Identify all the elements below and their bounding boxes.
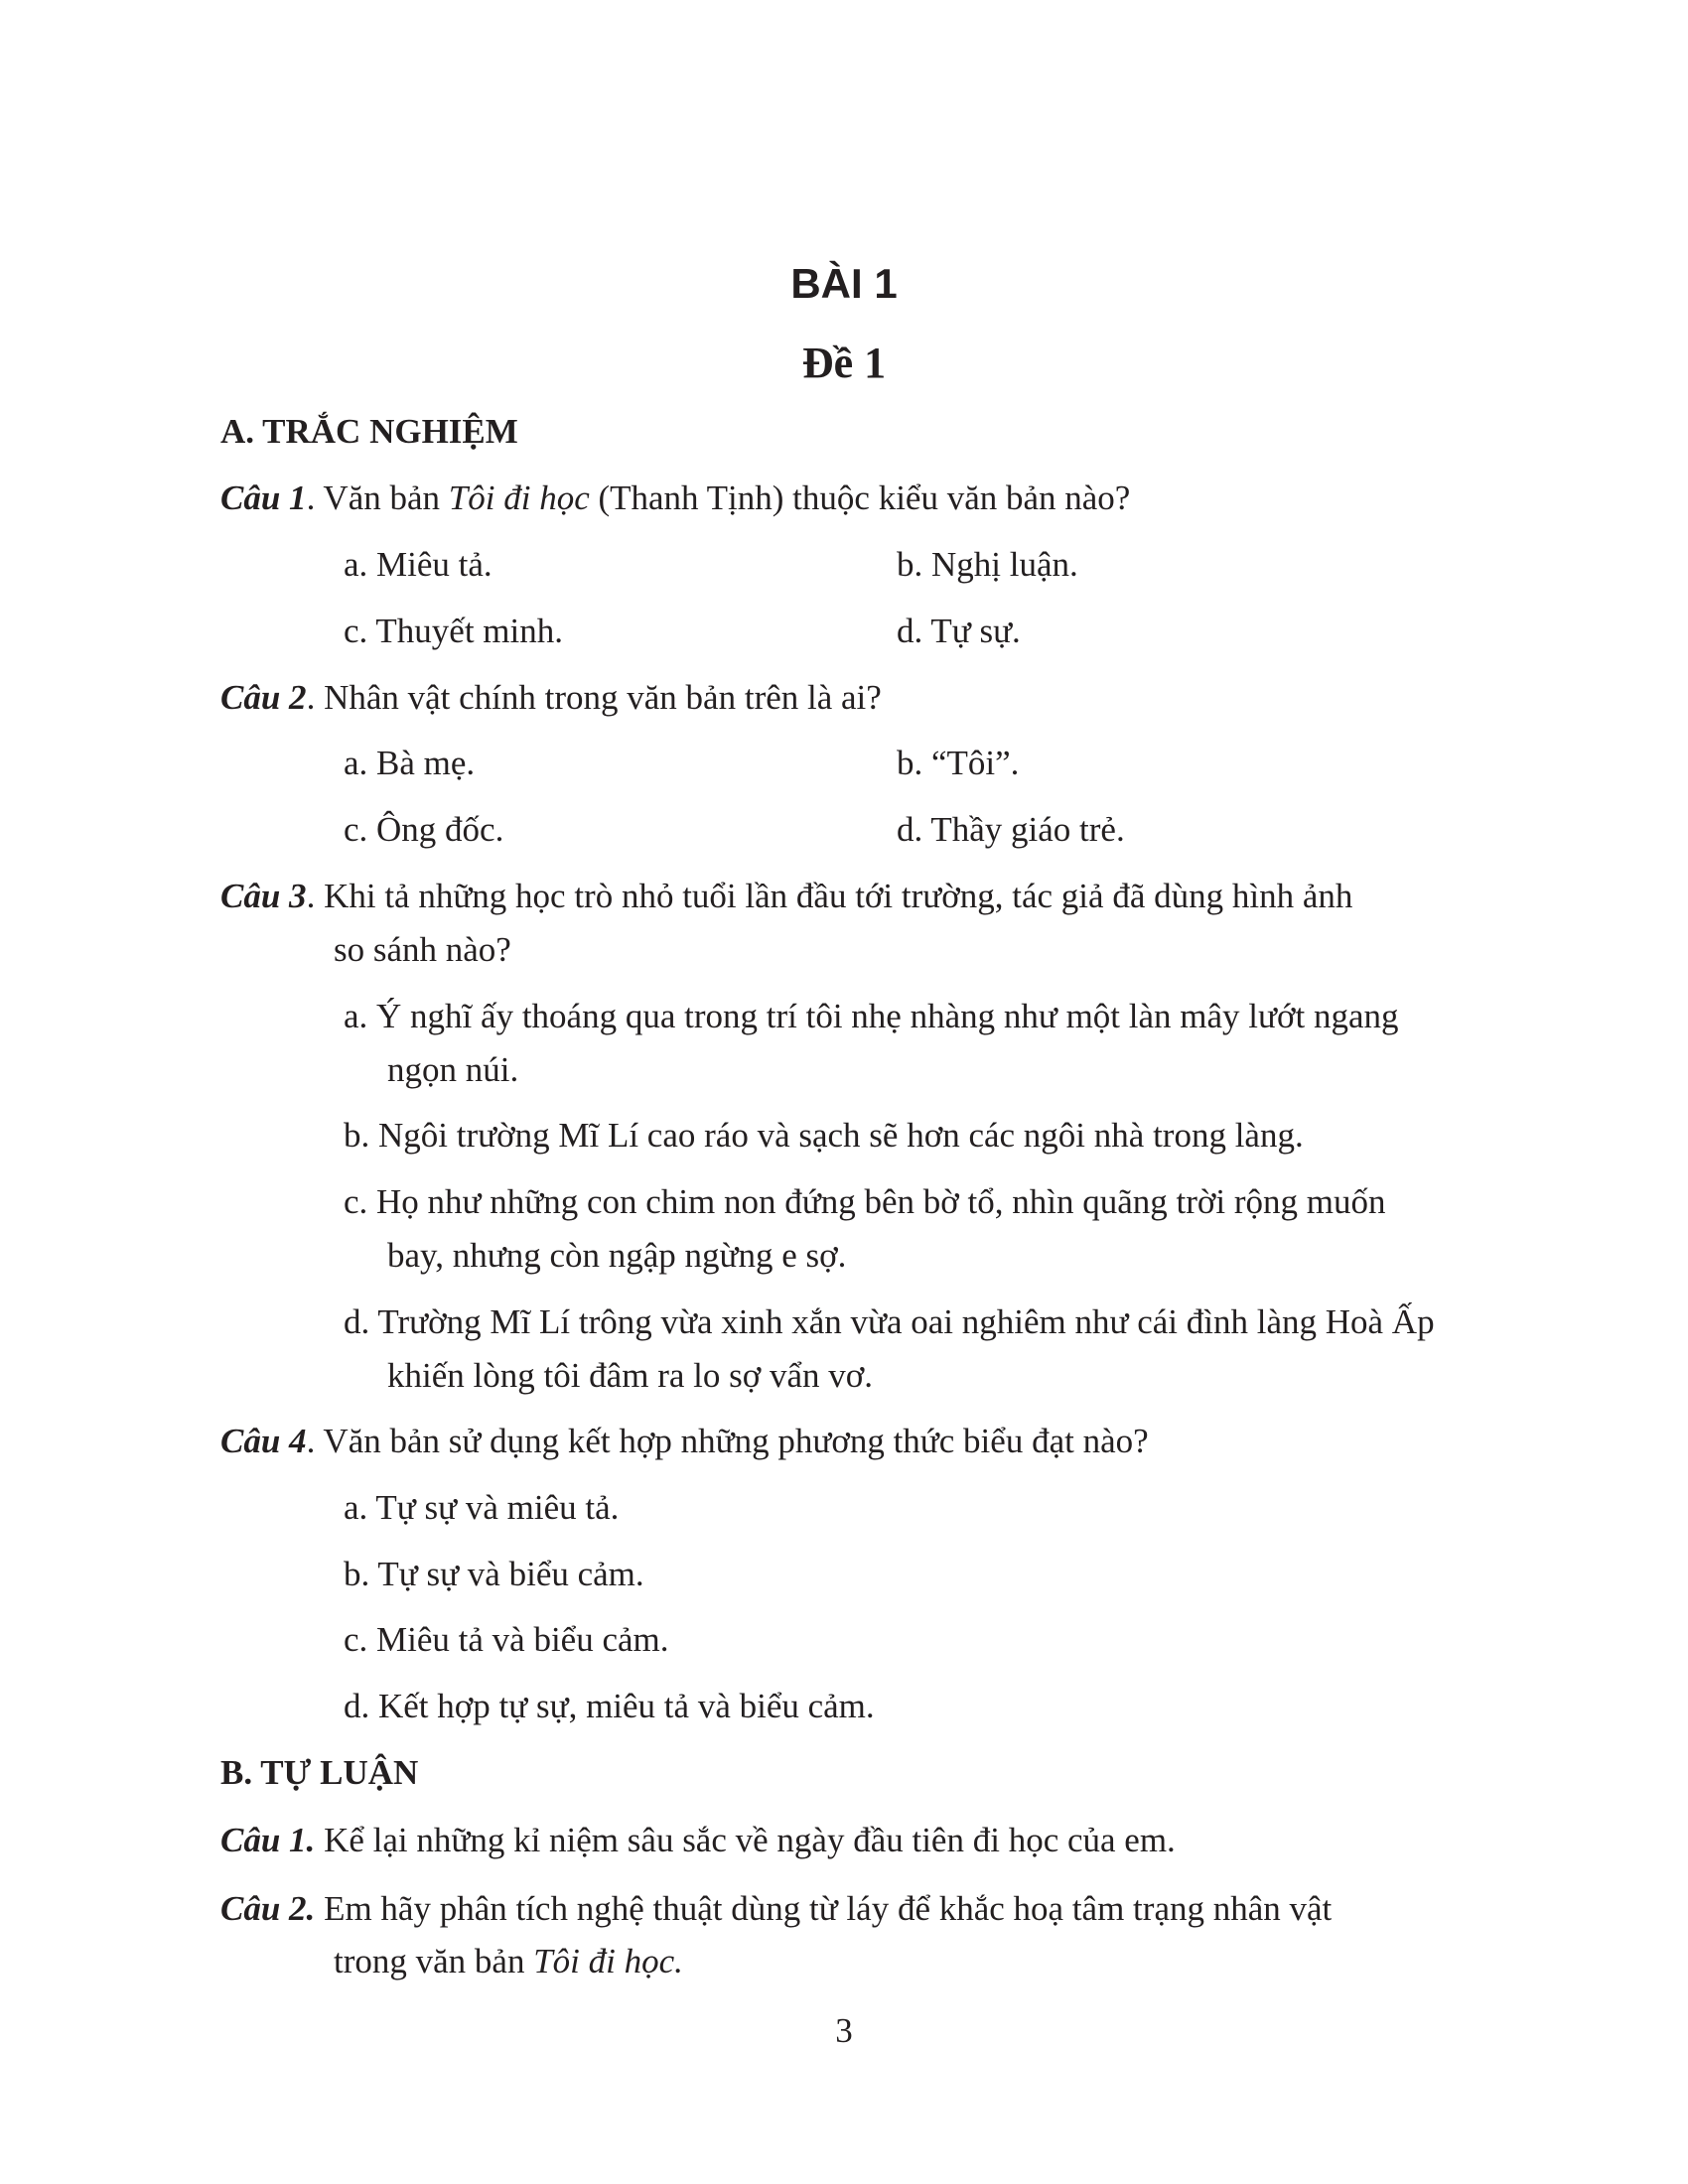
question-text: Em hãy phân tích nghệ thuật dùng từ láy để khắc hoạ tâm trạng nhân vật [315, 1889, 1333, 1928]
section-heading-a: A. TRẮC NGHIỆM [220, 412, 518, 451]
option-a3-d: d. Trường Mĩ Lí trông vừa xinh xắn vừa oai nghiêm như cái đình làng Hoà Ấp [344, 1302, 1435, 1341]
option-a3-c-continuation: bay, nhưng còn ngập ngừng e sợ. [387, 1236, 847, 1275]
option-a3-b: b. Ngôi trường Mĩ Lí cao ráo và sạch sẽ hơn các ngôi nhà trong làng. [344, 1116, 1304, 1155]
option-a4-b: b. Tự sự và biểu cảm. [344, 1555, 644, 1593]
question-b2-continuation [334, 1942, 683, 1981]
option-a2-b: b. “Tôi”. [897, 744, 1020, 782]
question-label: Câu 2 [220, 678, 307, 717]
option-a2-a: a. Bà mẹ. [344, 744, 476, 782]
question-a1 [220, 478, 1130, 518]
exam-title: Đề 1 [801, 339, 887, 387]
option-a2-c: c. Ông đốc. [344, 810, 504, 849]
work-title: Tôi đi học. [533, 1942, 683, 1980]
option-a1-c: c. Thuyết minh. [344, 612, 563, 650]
section-heading-b: B. TỰ LUẬN [220, 1753, 419, 1792]
option-a4-c: c. Miêu tả và biểu cảm. [344, 1620, 669, 1659]
option-a3-c: c. Họ như những con chim non đứng bên bờ tổ, nhìn quãng trời rộng muốn [344, 1182, 1386, 1221]
question-text: . Văn bản [306, 478, 449, 517]
question-label: Câu 1 [220, 478, 307, 517]
question-label: Câu 4 [220, 1422, 307, 1460]
page-number: 3 [835, 2011, 853, 2050]
question-b1 [220, 1821, 1176, 1860]
work-title: Tôi đi học [448, 478, 590, 517]
question-text: . Văn bản sử dụng kết hợp những phương thức biểu đạt nào? [306, 1422, 1149, 1460]
option-a1-d: d. Tự sự. [897, 612, 1021, 650]
question-text: Kể lại những kỉ niệm sâu sắc về ngày đầu tiên đi học của em. [315, 1821, 1176, 1859]
option-a4-a: a. Tự sự và miêu tả. [344, 1488, 620, 1527]
question-text: trong văn bản [334, 1942, 534, 1980]
option-a1-a: a. Miêu tả. [344, 545, 492, 584]
option-a3-a-continuation: ngọn núi. [387, 1050, 519, 1089]
question-b2 [220, 1889, 1332, 1929]
question-a4 [220, 1422, 1149, 1461]
question-text: . Khi tả những học trò nhỏ tuổi lần đầu tới trường, tác giả đã dùng hình ảnh [306, 877, 1353, 915]
option-a2-d: d. Thầy giáo trẻ. [897, 810, 1125, 849]
question-text: (Thanh Tịnh) thuộc kiểu văn bản nào? [589, 478, 1131, 517]
option-a4-d: d. Kết hợp tự sự, miêu tả và biểu cảm. [344, 1687, 875, 1725]
option-a3-d-continuation: khiến lòng tôi đâm ra lo sợ vẩn vơ. [387, 1356, 874, 1395]
option-a1-b: b. Nghị luận. [897, 545, 1078, 584]
question-a3-continuation: so sánh nào? [334, 930, 511, 969]
option-a3-a: a. Ý nghĩ ấy thoáng qua trong trí tôi nhẹ nhàng như một làn mây lướt ngang [344, 997, 1399, 1035]
question-label: Câu 1. [220, 1821, 316, 1859]
question-label: Câu 3 [220, 877, 307, 915]
lesson-title: BÀI 1 [790, 260, 898, 307]
question-label: Câu 2. [220, 1889, 316, 1928]
question-a2 [220, 678, 882, 718]
question-a3 [220, 877, 1352, 916]
question-text: . Nhân vật chính trong văn bản trên là ai? [306, 678, 882, 717]
